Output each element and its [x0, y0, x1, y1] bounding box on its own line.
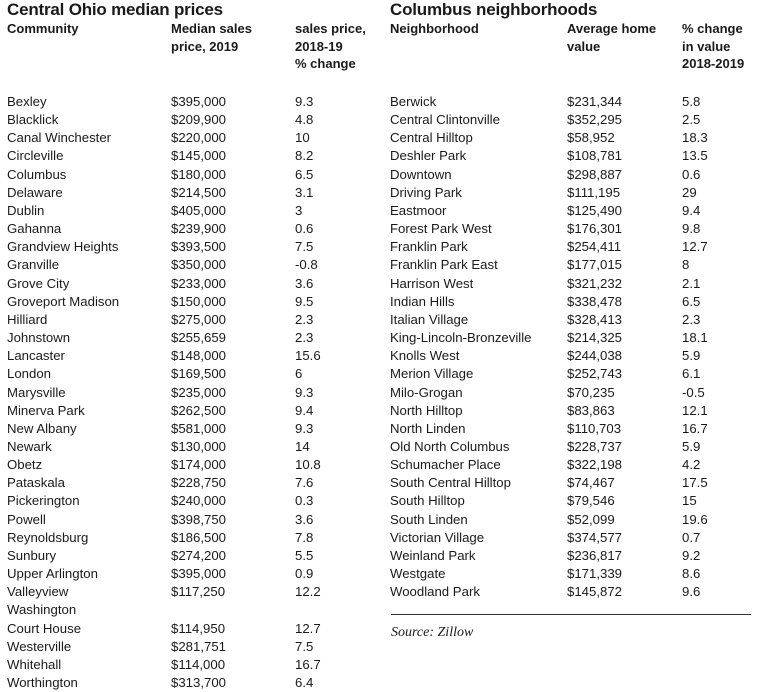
table-cell-value: $236,817 — [567, 547, 623, 563]
table-cell-price: $150,000 — [171, 293, 227, 309]
table-cell-name: Milo-Grogan — [390, 384, 463, 400]
table-cell-price: $262,500 — [171, 402, 227, 418]
table-cell-price: $395,000 — [171, 566, 227, 582]
table-cell-change — [295, 601, 365, 619]
table-cell-name: Sunbury — [7, 547, 57, 563]
table-cell-value: $145,872 — [567, 584, 623, 600]
table-cell-name: Columbus — [7, 166, 67, 182]
table-cell-name: Lancaster — [7, 348, 65, 364]
table-cell-name: Weinland Park — [390, 547, 476, 563]
table-row — [7, 238, 365, 256]
table-cell-name: Newark — [7, 438, 52, 454]
value-change-header-line1: % change — [682, 21, 743, 36]
table-row — [390, 492, 752, 510]
table-cell-change: 5.9 — [682, 348, 701, 364]
table-cell-price: $220,000 — [171, 130, 227, 146]
table-row — [390, 311, 752, 329]
table-cell-value: $322,198 — [567, 457, 623, 473]
table-cell-change: 2.3 — [682, 311, 701, 327]
table-cell-name: Grandview Heights — [7, 239, 119, 255]
table-cell-name: Granville — [7, 257, 60, 273]
table-cell-price: $228,750 — [171, 475, 227, 491]
table-row — [390, 129, 752, 147]
table-cell-name: Indian Hills — [390, 293, 455, 309]
table-cell-name: North Hilltop — [390, 402, 463, 418]
table-row — [390, 329, 752, 347]
table-cell-name: Central Clintonville — [390, 112, 500, 128]
table-row — [7, 438, 365, 456]
table-cell-value: $171,339 — [567, 566, 623, 582]
table-row — [390, 184, 752, 202]
table-cell-change: 4.8 — [295, 112, 314, 128]
table-cell-name: Reynoldsburg — [7, 529, 89, 545]
table-row — [7, 347, 365, 365]
table-cell-change: 12.1 — [682, 402, 708, 418]
table-cell-value: $298,887 — [567, 166, 623, 182]
table-cell-name: London — [7, 366, 52, 382]
table-row — [7, 93, 365, 111]
table-cell-price: $114,000 — [171, 656, 226, 672]
table-cell-change: 0.9 — [295, 566, 314, 582]
table-row — [390, 511, 752, 529]
table-cell-price: $186,500 — [171, 529, 227, 545]
table-row — [7, 492, 365, 510]
table-cell-change: 2.3 — [295, 330, 314, 346]
table-cell-price: $209,900 — [171, 112, 227, 128]
central-ohio-header — [7, 20, 377, 76]
table-row — [7, 620, 365, 638]
table-cell-name: Berwick — [390, 94, 437, 109]
table-cell-price: $239,900 — [171, 221, 227, 237]
table-cell-change: 6.5 — [682, 293, 701, 309]
table-cell-name: Johnstown — [7, 330, 71, 346]
table-cell-value: $374,577 — [567, 529, 623, 545]
average-value-header-line1: Average home — [567, 21, 657, 36]
table-cell-name: Merion Village — [390, 366, 474, 382]
table-cell-change: 6.1 — [682, 366, 701, 382]
table-cell-name: Whitehall — [7, 656, 62, 672]
table-cell-change: 2.1 — [682, 275, 701, 291]
table-cell-value: $108,781 — [567, 148, 623, 164]
columbus-neighborhoods-table — [390, 93, 752, 601]
table-cell-name: Grove City — [7, 275, 70, 291]
table-cell-name: Delaware — [7, 184, 63, 200]
table-cell-price: $581,000 — [171, 420, 227, 436]
table-cell-change: 9.5 — [295, 293, 314, 309]
table-row — [390, 293, 752, 311]
table-cell-price: $145,000 — [171, 148, 227, 164]
table-cell-name: Victorian Village — [390, 529, 485, 545]
central-ohio-title: Central Ohio median prices — [7, 0, 223, 19]
table-row — [7, 129, 365, 147]
table-cell-change: 9.3 — [295, 384, 314, 400]
value-change-header-line2: in value — [682, 38, 731, 54]
table-cell-value: $352,295 — [567, 112, 623, 128]
table-cell-change: 16.7 — [682, 420, 708, 436]
price-change-header-line1: sales price, — [295, 21, 366, 36]
table-cell-price: $313,700 — [171, 675, 227, 690]
table-cell-change: 9.4 — [295, 402, 314, 418]
table-cell-name: Downtown — [390, 166, 452, 182]
table-row — [7, 275, 365, 293]
table-row — [390, 565, 752, 583]
table-cell-change: 18.1 — [682, 330, 708, 346]
table-cell-name: Upper Arlington — [7, 566, 98, 582]
table-cell-price: $117,250 — [171, 584, 226, 600]
table-cell-name: Harrison West — [390, 275, 474, 291]
price-change-header-line2: 2018-19 — [295, 38, 343, 54]
table-cell-change: 12.7 — [295, 620, 321, 636]
table-cell-value: $254,411 — [567, 239, 622, 255]
table-cell-price: $214,500 — [171, 184, 227, 200]
table-cell-price: $393,500 — [171, 239, 227, 255]
table-cell-change: 16.7 — [295, 656, 321, 672]
columbus-neighborhoods-title: Columbus neighborhoods — [390, 0, 598, 19]
median-price-header — [171, 20, 252, 55]
table-cell-change: 12.7 — [682, 239, 708, 255]
table-cell-price: $281,751 — [171, 638, 227, 654]
table-cell-price: $275,000 — [171, 311, 227, 327]
table-cell-value: $70,235 — [567, 384, 615, 400]
table-cell-name: Pickerington — [7, 493, 80, 509]
table-cell-change: 3 — [295, 202, 303, 218]
table-row — [7, 420, 365, 438]
table-cell-value: $52,099 — [567, 511, 615, 527]
table-row — [7, 511, 365, 529]
table-cell-value: $110,703 — [567, 420, 622, 436]
table-row — [390, 365, 752, 383]
table-row — [7, 220, 365, 238]
table-cell-name: Schumacher Place — [390, 457, 501, 473]
table-row — [390, 93, 752, 111]
table-cell-value: $328,413 — [567, 311, 623, 327]
table-row — [7, 638, 365, 656]
table-cell-price: $130,000 — [171, 438, 227, 454]
table-cell-change: 9.2 — [682, 547, 701, 563]
table-cell-change: 19.6 — [682, 511, 708, 527]
table-cell-change: 7.8 — [295, 529, 314, 545]
table-row — [390, 238, 752, 256]
table-row — [390, 420, 752, 438]
table-cell-change: 5.8 — [682, 94, 701, 109]
table-row — [390, 384, 752, 402]
table-cell-change: 10 — [295, 130, 310, 146]
table-cell-name: Central Hilltop — [390, 130, 473, 146]
table-cell-name: South Linden — [390, 511, 468, 527]
median-price-header-line2: price, 2019 — [171, 38, 239, 54]
table-cell-name: Minerva Park — [7, 402, 85, 418]
table-cell-change: 2.3 — [295, 311, 314, 327]
table-cell-name: Worthington — [7, 675, 78, 690]
table-cell-name: Obetz — [7, 457, 43, 473]
columbus-neighborhoods-header — [390, 20, 752, 76]
table-cell-change: 15 — [682, 493, 697, 509]
table-cell-price: $180,000 — [171, 166, 227, 182]
table-row — [390, 547, 752, 565]
table-cell-price: $350,000 — [171, 257, 227, 273]
table-cell-price: $255,659 — [171, 330, 227, 346]
table-cell-change: 0.6 — [295, 221, 314, 237]
table-cell-name: North Linden — [390, 420, 466, 436]
table-cell-change: -0.8 — [295, 257, 318, 273]
table-cell-name: South Hilltop — [390, 493, 465, 509]
table-cell-name: Franklin Park East — [390, 257, 498, 273]
table-cell-price: $240,000 — [171, 493, 227, 509]
table-cell-change: 13.5 — [682, 148, 708, 164]
table-row — [7, 384, 365, 402]
table-row — [7, 402, 365, 420]
table-cell-change: 9.3 — [295, 94, 314, 109]
table-cell-name: Old North Columbus — [390, 438, 510, 454]
table-cell-change: 6.5 — [295, 166, 314, 182]
table-row — [7, 365, 365, 383]
table-cell-name: Bexley — [7, 94, 47, 109]
table-cell-change: 0.3 — [295, 493, 314, 509]
table-cell-change: 8 — [682, 257, 690, 273]
table-row — [7, 529, 365, 547]
table-cell-price: $405,000 — [171, 202, 227, 218]
table-cell-name: Blacklick — [7, 112, 59, 128]
table-row — [390, 456, 752, 474]
table-row — [390, 402, 752, 420]
table-row — [390, 202, 752, 220]
table-cell-name: Knolls West — [390, 348, 460, 364]
table-cell-change: 2.5 — [682, 112, 701, 128]
table-cell-change: 5.9 — [682, 438, 701, 454]
table-cell-name: Valleyview — [7, 584, 69, 600]
community-header: Community — [7, 21, 79, 36]
table-cell-value: $338,478 — [567, 293, 623, 309]
table-cell-value: $177,015 — [567, 257, 623, 273]
table-cell-value: $252,743 — [567, 366, 623, 382]
table-cell-price: $235,000 — [171, 384, 227, 400]
table-cell-name: Gahanna — [7, 221, 62, 237]
table-cell-price: $114,950 — [171, 620, 226, 636]
table-row — [7, 674, 365, 692]
table-cell-price: $174,000 — [171, 457, 227, 473]
table-cell-name: Italian Village — [390, 311, 469, 327]
table-row — [7, 456, 365, 474]
table-row — [7, 184, 365, 202]
table-cell-change: 5.5 — [295, 547, 314, 563]
table-cell-name: Circleville — [7, 148, 64, 164]
table-cell-value: $58,952 — [567, 130, 615, 146]
table-cell-value: $244,038 — [567, 348, 623, 364]
columbus-neighborhoods-panel — [390, 0, 752, 601]
table-cell-name: Forest Park West — [390, 221, 492, 237]
table-row — [7, 547, 365, 565]
table-cell-value: $214,325 — [567, 330, 623, 346]
table-cell-price: $398,750 — [171, 511, 227, 527]
table-cell-value: $231,344 — [567, 94, 623, 109]
table-row — [390, 166, 752, 184]
table-cell-name: Hilliard — [7, 311, 48, 327]
table-cell-change: 14 — [295, 438, 310, 454]
table-row — [7, 166, 365, 184]
table-cell-value: $321,232 — [567, 275, 623, 291]
table-row — [7, 656, 365, 674]
table-row — [390, 583, 752, 601]
table-row — [390, 438, 752, 456]
table-cell-change: 0.7 — [682, 529, 701, 545]
table-cell-change: 9.4 — [682, 202, 701, 218]
table-cell-value: $83,863 — [567, 402, 615, 418]
table-cell-name: New Albany — [7, 420, 77, 436]
table-cell-name: Eastmoor — [390, 202, 447, 218]
table-cell-value: $79,546 — [567, 493, 615, 509]
table-row — [7, 601, 365, 619]
table-row — [390, 529, 752, 547]
table-cell-name: Deshler Park — [390, 148, 467, 164]
table-row — [7, 583, 365, 601]
table-cell-change: 10.8 — [295, 457, 321, 473]
table-cell-value: $74,467 — [567, 475, 615, 491]
table-cell-change: -0.5 — [682, 384, 705, 400]
average-value-header — [567, 20, 656, 55]
table-cell-name: Marysville — [7, 384, 66, 400]
source-note: Source: Zillow — [391, 625, 474, 640]
table-cell-name: Franklin Park — [390, 239, 468, 255]
table-cell-name: South Central Hilltop — [390, 475, 511, 491]
table-cell-change: 29 — [682, 184, 697, 200]
table-cell-price: $148,000 — [171, 348, 227, 364]
table-row — [7, 311, 365, 329]
table-cell-change: 3.1 — [295, 184, 314, 200]
central-ohio-panel — [7, 0, 377, 692]
table-cell-name: Washington — [7, 602, 77, 618]
price-change-header — [295, 20, 366, 73]
table-row — [390, 111, 752, 129]
table-cell-name: Court House — [7, 620, 82, 636]
value-change-header — [682, 20, 744, 73]
table-cell-change: 6.4 — [295, 675, 314, 690]
median-price-header-line1: Median sales — [171, 21, 252, 36]
table-cell-change: 4.2 — [682, 457, 701, 473]
table-cell-price: $274,200 — [171, 547, 227, 563]
table-row — [7, 202, 365, 220]
table-cell-change: 3.6 — [295, 275, 314, 291]
table-cell-change: 9.8 — [682, 221, 701, 237]
average-value-header-line2: value — [567, 38, 601, 54]
table-cell-price — [171, 601, 295, 619]
table-cell-change: 9.3 — [295, 420, 314, 436]
table-row — [7, 293, 365, 311]
table-cell-change: 9.6 — [682, 584, 701, 600]
table-row — [390, 347, 752, 365]
table-row — [7, 256, 365, 274]
table-row — [7, 147, 365, 165]
table-cell-name: Groveport Madison — [7, 293, 120, 309]
table-cell-name: Powell — [7, 511, 46, 527]
table-row — [7, 329, 365, 347]
table-cell-price: $233,000 — [171, 275, 227, 291]
table-cell-value: $176,301 — [567, 221, 623, 237]
table-cell-change: 17.5 — [682, 475, 708, 491]
table-row — [7, 111, 365, 129]
table-cell-name: Westgate — [390, 566, 446, 582]
table-cell-name: Westerville — [7, 638, 72, 654]
table-cell-value: $228,737 — [567, 438, 623, 454]
table-row — [7, 565, 365, 583]
table-cell-change: 7.5 — [295, 638, 314, 654]
price-change-header-line3: % change — [295, 56, 356, 71]
table-cell-change: 8.6 — [682, 566, 701, 582]
neighborhood-header: Neighborhood — [390, 21, 479, 36]
table-cell-change: 3.6 — [295, 511, 314, 527]
table-cell-change: 6 — [295, 366, 303, 382]
table-cell-name: King-Lincoln-Bronzeville — [390, 330, 532, 346]
table-cell-value: $125,490 — [567, 202, 623, 218]
value-change-header-line3: 2018-2019 — [682, 56, 745, 71]
table-row — [390, 474, 752, 492]
table-cell-change: 12.2 — [295, 584, 321, 600]
table-row — [390, 256, 752, 274]
table-cell-name: Dublin — [7, 202, 45, 218]
table-row — [390, 220, 752, 238]
table-row — [7, 474, 365, 492]
table-cell-name: Driving Park — [390, 184, 462, 200]
table-cell-value: $111,195 — [567, 184, 621, 200]
table-cell-name: Canal Winchester — [7, 130, 112, 146]
table-cell-name: Pataskala — [7, 475, 65, 491]
table-row — [390, 147, 752, 165]
table-row — [390, 275, 752, 293]
source-divider — [391, 614, 751, 615]
table-cell-price: $395,000 — [171, 94, 227, 109]
table-cell-price: $169,500 — [171, 366, 227, 382]
table-cell-change: 15.6 — [295, 348, 321, 364]
table-cell-change: 7.6 — [295, 475, 314, 491]
table-cell-change: 8.2 — [295, 148, 314, 164]
table-cell-change: 18.3 — [682, 130, 708, 146]
table-cell-change: 0.6 — [682, 166, 701, 182]
table-cell-change: 7.5 — [295, 239, 314, 255]
table-cell-name: Woodland Park — [390, 584, 480, 600]
central-ohio-table — [7, 93, 365, 692]
